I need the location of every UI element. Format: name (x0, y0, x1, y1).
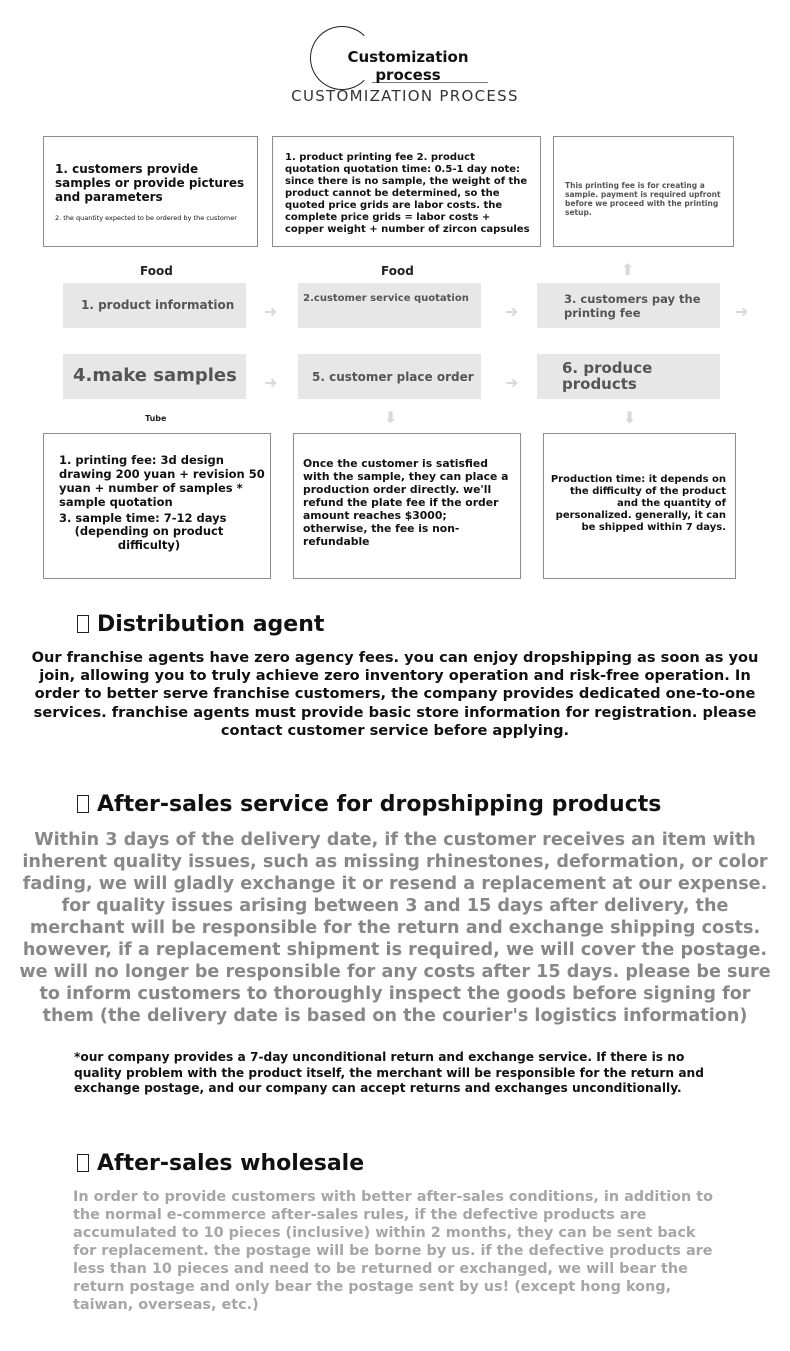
arrow-right-icon: ➜ (264, 373, 278, 392)
section-body-dropshipping: Within 3 days of the delivery date, if the customer receives an item with inherent quality issues, such as missing rhinestones, deformation, or color fading, we will gladly exchange it or resend a replacement at our expense. for quality issues arising between 3 and 15 days after delivery, the merchant will be responsible for the return and exchange shipping costs. however, if a replacement shipment is required, we will cover the postage. we will no longer be responsible for any costs after 15 days. please be sure to inform customers to thoroughly inspect the goods before signing for them (the delivery date is based on the courier's logistics information) (19, 830, 771, 1026)
section-body-wholesale: In order to provide customers with better after-sales conditions, in addition to the normal e-commerce after-sales rules, if the defective products are accumulated to 10 pieces (inclusive) within 2 months, they can be sent back for replacement. the postage will be borne by us. if the defective products are less than 10 pieces and need to be returned or exchanged, we will bear the return postage and only bear the postage sent by us! (except hong kong, taiwan, overseas, etc.) (73, 1189, 714, 1313)
arrow-up-icon: ⬆ (621, 260, 635, 279)
arrow-down-icon: ⬇ (623, 408, 637, 427)
info-box-printing-cost-text: 1. printing fee: 3d design drawing 200 yuan + revision 50 yuan + number of samples * sample quotation (59, 453, 265, 509)
section-heading-dropshipping (77, 792, 661, 817)
section-title-dropshipping: After-sales service for dropshipping products (97, 792, 662, 817)
info-box-printing-fee-text: This printing fee is for creating a sample. payment is required upfront before we proceed with the printing setup. (565, 181, 721, 217)
info-box-place-order (293, 433, 521, 579)
info-box-production-time-text: Production time: it depends on the difficulty of the product and the quantity of personalized. generally, it can be shipped within 7 days. (550, 474, 726, 533)
info-box-samples-text: 1. customers provide samples or provide pictures and parameters (55, 162, 245, 204)
info-box-printing-fee (553, 136, 734, 247)
arrow-down-icon: ⬇ (384, 408, 398, 427)
info-box-sample-difficulty: (depending on product difficulty) (74, 524, 224, 552)
section-title-distribution: Distribution agent (97, 612, 325, 637)
step-6-box (537, 354, 720, 399)
info-box-place-order-text: Once the customer is satisfied with the sample, they can place a production order directly. we'll refund the plate fee if the order amount reaches $3000; otherwise, the fee is non-refundable (303, 457, 509, 548)
info-box-quotation (272, 136, 541, 247)
step-4-label: 4.make samples (73, 365, 237, 386)
arrow-right-icon: ➜ (735, 302, 749, 321)
label-food-left: Food (140, 264, 173, 278)
label-tube: Tube (145, 414, 167, 423)
page-subtitle: CUSTOMIZATION PROCESS (291, 87, 519, 105)
step-1-label: 1. product information (81, 298, 235, 312)
box-glyph-icon (77, 795, 89, 813)
box-glyph-icon (77, 615, 89, 633)
section-note-dropshipping: *our company provides a 7-day unconditional return and exchange service. If there is no quality problem with the product itself, the merchant will be responsible for the return and exchange postage, and our company can accept returns and exchanges unconditionally. (74, 1050, 704, 1095)
page-title: Customization process (347, 48, 469, 84)
info-box-samples-note: 2. the quantity expected to be ordered by the customer (55, 214, 237, 222)
step-3-label: 3. customers pay the printing fee (564, 292, 701, 320)
step-3-box (537, 283, 720, 328)
step-4-box (63, 354, 246, 399)
arrow-right-icon: ➜ (505, 373, 519, 392)
info-box-printing-cost (43, 433, 271, 579)
step-2-box (298, 283, 481, 328)
info-box-samples (43, 136, 258, 247)
box-glyph-icon (77, 1154, 89, 1172)
arrow-right-icon: ➜ (505, 302, 519, 321)
step-6-label: 6. produce products (562, 359, 653, 393)
label-food-mid: Food (381, 264, 414, 278)
section-body-distribution: Our franchise agents have zero agency fees. you can enjoy dropshipping as soon as you join, allowing you to truly achieve zero inventory operation and risk-free operation. In order to better serve franchise customers, the company provides dedicated one-to-one services. franchise agents must provide basic store information for registration. please contact customer service before applying. (31, 649, 759, 739)
info-box-production-time (543, 433, 736, 579)
step-1-box (63, 283, 246, 328)
step-5-box (298, 354, 481, 399)
section-heading-wholesale (77, 1151, 364, 1176)
step-5-label: 5. customer place order (312, 370, 474, 384)
step-2-label: 2.customer service quotation (303, 293, 469, 304)
info-box-quotation-text: 1. product printing fee 2. product quotation quotation time: 0.5-1 day note: since there is no sample, the weight of the product cannot be determined, so the quoted price grids are labor costs. the complete price grids = labor costs + copper weight + number of zircon capsules (285, 152, 530, 235)
section-heading-distribution (77, 612, 324, 637)
info-box-sample-time: 3. sample time: 7-12 days (59, 511, 227, 525)
arrow-right-icon: ➜ (264, 302, 278, 321)
section-title-wholesale: After-sales wholesale (97, 1151, 365, 1176)
